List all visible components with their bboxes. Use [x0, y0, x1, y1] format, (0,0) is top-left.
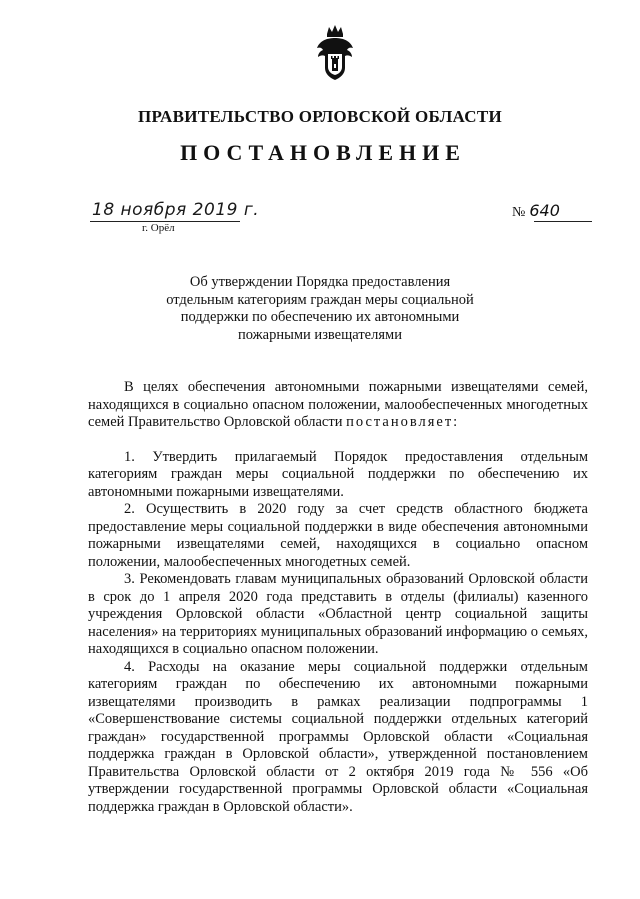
number-sign: № [512, 205, 526, 220]
subject-line: отдельным категориям граждан меры социальной [166, 291, 474, 308]
subject-line: пожарными извещателями [238, 326, 402, 343]
body-paragraph: 4. Расходы на оказание меры социальной поддержки отдельным категориям граждан по обеспечению их автономными пожарными извещателями производить в рамках реализации подпрограммы 1 «Совершенствование системы социальной поддержки отдельных категорий граждан» государственной программы Орловской области «Социальная поддержка граждан в Орловской области», утвержденной постановлением Правительства Орловской области от 2 октября 2019 года № 556 «Об утверждении государственной программы Орловской области «Социальная поддержка граждан в Орловской области». [88, 658, 588, 815]
document-city: г. Орёл [142, 222, 175, 234]
government-title: ПРАВИТЕЛЬСТВО ОРЛОВСКОЙ ОБЛАСТИ [137, 107, 503, 126]
intro-text: В целях обеспечения автономными пожарными извещателями семей, находящихся в социально опасном положении, малообеспеченных многодетных семей Правительство Орловской области [88, 379, 588, 430]
intro-paragraph [88, 379, 588, 432]
body-paragraph: 1. Утвердить прилагаемый Порядок предоставления отдельным категориям граждан меры социальной поддержки по обеспечению их автономными пожарными извещателями. [88, 448, 588, 500]
number-value: 640 [529, 201, 560, 220]
document-date: 18 ноября 2019 г. [92, 200, 260, 220]
subject-line: Об утверждении Порядка предоставления [189, 274, 451, 290]
number-underline [534, 221, 592, 222]
intro-keyword: постановляет: [346, 414, 460, 430]
document-subject [100, 274, 540, 344]
document-number [512, 201, 560, 221]
subject-line: поддержки по обеспечению их автономными [180, 309, 460, 325]
body-paragraph: 2. Осуществить в 2020 году за счет средств областного бюджета предоставление меры социальной поддержки в виде обеспечения автономными пожарными извещателями семей, находящихся в социально опасном положении, малообеспеченных многодетных семей. [88, 501, 588, 570]
orel-coat-of-arms-icon [314, 24, 356, 82]
document-body [88, 379, 588, 816]
document-type-title: ПОСТАНОВЛЕНИЕ [180, 140, 466, 165]
body-paragraph: 3. Рекомендовать главам муниципальных образований Орловской области в срок до 1 апреля 2020 года представить в отделы (филиалы) казенного учреждения Орловской области «Областной центр социальной защиты населения» на территориях муниципальных образований информацию о семьях, находящихся в социально опасном положении. [88, 571, 588, 657]
